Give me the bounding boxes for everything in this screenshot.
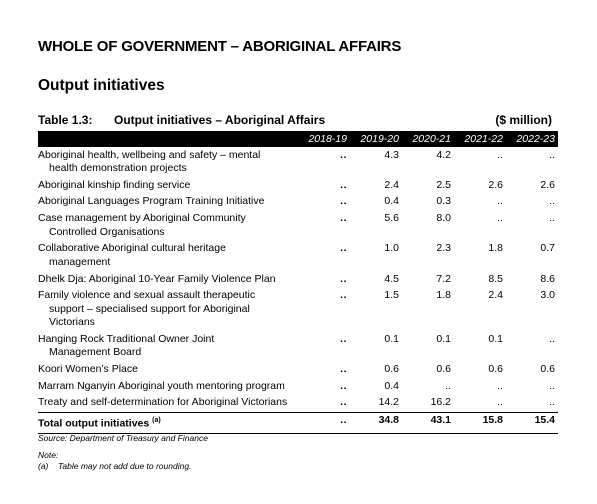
value-cell: 1.0 — [384, 242, 399, 255]
table-source: Source: Department of Treasury and Finance — [38, 433, 208, 443]
value-cell: .. — [340, 396, 347, 409]
column-header: 2021-22 — [454, 131, 506, 147]
value-cell: 2.4 — [488, 289, 503, 302]
value-cell: 0.6 — [540, 363, 555, 376]
table-row — [38, 271, 558, 288]
value-cell: .. — [340, 289, 347, 302]
value-cell: .. — [340, 178, 347, 191]
value-cell: 0.4 — [384, 195, 399, 208]
value-cell: 2.6 — [488, 178, 503, 191]
total-footnote-marker: (a) — [152, 417, 161, 425]
row-label-line: health demonstration projects — [49, 162, 187, 175]
header-label-cell — [38, 131, 298, 147]
row-label-line: Victorians — [49, 316, 95, 329]
table-row — [38, 362, 558, 379]
value-cell: 0.7 — [540, 242, 555, 255]
column-header: 2019-20 — [350, 131, 402, 147]
value-cell: .. — [497, 212, 503, 225]
value-cell: 8.0 — [436, 212, 451, 225]
row-label-line: Family violence and sexual assault therapeutic — [38, 289, 256, 302]
row-label-line: Aboriginal health, wellbeing and safety – mental — [38, 148, 261, 161]
value-cell: .. — [497, 148, 503, 161]
row-label-line: Aboriginal kinship finding service — [38, 178, 191, 191]
table-row — [38, 177, 558, 194]
value-cell: .. — [340, 363, 347, 376]
total-value-cell: 15.4 — [506, 412, 558, 433]
value-cell: .. — [497, 396, 503, 409]
total-label-text: Total output initiatives — [38, 417, 150, 430]
row-label — [38, 288, 298, 332]
row-label-line: support – specialised support for Aboriginal — [49, 302, 250, 315]
value-cell: 4.3 — [384, 148, 399, 161]
value-cell: 0.6 — [488, 363, 503, 376]
row-label-line: Hanging Rock Traditional Owner Joint — [38, 332, 215, 345]
value-cell: 0.1 — [436, 332, 451, 345]
table-row — [38, 241, 558, 271]
total-value-cell: .. — [298, 412, 350, 433]
table-row — [38, 147, 558, 177]
value-cell: 0.6 — [384, 363, 399, 376]
row-label — [38, 194, 298, 211]
column-header: 2020-21 — [402, 131, 454, 147]
value-cell: 2.3 — [436, 242, 451, 255]
value-cell: 0.6 — [436, 363, 451, 376]
note-content: Table may not add due to rounding. — [58, 461, 192, 471]
value-cell: 0.1 — [488, 332, 503, 345]
value-cell: .. — [340, 379, 347, 392]
value-cell: .. — [340, 332, 347, 345]
row-label — [38, 362, 298, 379]
value-cell: .. — [549, 148, 555, 161]
value-cell: 1.8 — [488, 242, 503, 255]
row-label — [38, 395, 298, 412]
value-cell: .. — [445, 379, 451, 392]
output-initiatives-table — [38, 131, 558, 434]
value-cell: 0.3 — [436, 195, 451, 208]
row-label-line: Management Board — [49, 346, 142, 359]
total-row — [38, 412, 558, 433]
row-label — [38, 331, 298, 361]
value-cell: .. — [549, 195, 555, 208]
value-cell: .. — [340, 148, 347, 161]
table-row — [38, 395, 558, 412]
value-cell: .. — [549, 379, 555, 392]
value-cell: 1.8 — [436, 289, 451, 302]
value-cell: 4.2 — [436, 148, 451, 161]
section-heading: Output initiatives — [38, 77, 165, 94]
value-cell: .. — [340, 272, 347, 285]
row-label-line: management — [49, 255, 111, 268]
value-cell: 3.0 — [540, 289, 555, 302]
value-cell: .. — [549, 332, 555, 345]
value-cell: 0.1 — [384, 332, 399, 345]
column-header: 2018-19 — [298, 131, 350, 147]
row-label — [38, 271, 298, 288]
row-label — [38, 147, 298, 177]
value-cell: .. — [340, 195, 347, 208]
row-label-line: Collaborative Aboriginal cultural heritage — [38, 242, 226, 255]
value-cell: 2.5 — [436, 178, 451, 191]
row-label-line: Controlled Organisations — [49, 225, 165, 238]
row-label — [38, 177, 298, 194]
value-cell: 1.5 — [384, 289, 399, 302]
row-label-line: Marram Nganyin Aboriginal youth mentoring program — [38, 379, 285, 392]
table-title: Output initiatives – Aboriginal Affairs — [114, 113, 326, 127]
row-label-line: Case management by Aboriginal Community — [38, 212, 246, 225]
row-label-line: Dhelk Dja: Aboriginal 10-Year Family Violence Plan — [38, 272, 276, 285]
table-unit: ($ million) — [495, 113, 552, 127]
table-number: Table 1.3: — [38, 113, 93, 127]
row-label — [38, 378, 298, 395]
value-cell: 14.2 — [378, 396, 399, 409]
total-value-cell: 15.8 — [454, 412, 506, 433]
row-label-line: Aboriginal Languages Program Training Initiative — [38, 195, 265, 208]
value-cell: .. — [497, 195, 503, 208]
value-cell: 2.6 — [540, 178, 555, 191]
value-cell: .. — [497, 379, 503, 392]
page-heading: WHOLE OF GOVERNMENT – ABORIGINAL AFFAIRS — [38, 38, 402, 55]
value-cell: 8.5 — [488, 272, 503, 285]
total-value-cell: 34.8 — [350, 412, 402, 433]
note-heading: Note: — [38, 450, 59, 460]
row-label — [38, 211, 298, 241]
row-label-line: Koori Women’s Place — [38, 363, 138, 376]
row-label-line: Treaty and self-determination for Aboriginal Victorians — [38, 396, 288, 409]
value-cell: .. — [549, 212, 555, 225]
value-cell: 4.5 — [384, 272, 399, 285]
value-cell: .. — [549, 396, 555, 409]
total-label — [38, 412, 298, 433]
table-row — [38, 194, 558, 211]
note-marker: (a) — [38, 461, 49, 471]
value-cell: .. — [340, 242, 347, 255]
value-cell: .. — [340, 212, 347, 225]
total-value-cell: 43.1 — [402, 412, 454, 433]
value-cell: 0.4 — [384, 379, 399, 392]
table-row — [38, 378, 558, 395]
table-caption — [38, 113, 556, 129]
table-body — [38, 147, 558, 433]
table-header-row — [38, 131, 558, 147]
table-row — [38, 288, 558, 332]
value-cell: 7.2 — [436, 272, 451, 285]
value-cell: 5.6 — [384, 212, 399, 225]
note-text — [38, 461, 191, 471]
value-cell: 8.6 — [540, 272, 555, 285]
table-row — [38, 211, 558, 241]
row-label — [38, 241, 298, 271]
table-row — [38, 331, 558, 361]
value-cell: 2.4 — [384, 178, 399, 191]
value-cell: 16.2 — [430, 396, 451, 409]
column-header: 2022-23 — [506, 131, 558, 147]
